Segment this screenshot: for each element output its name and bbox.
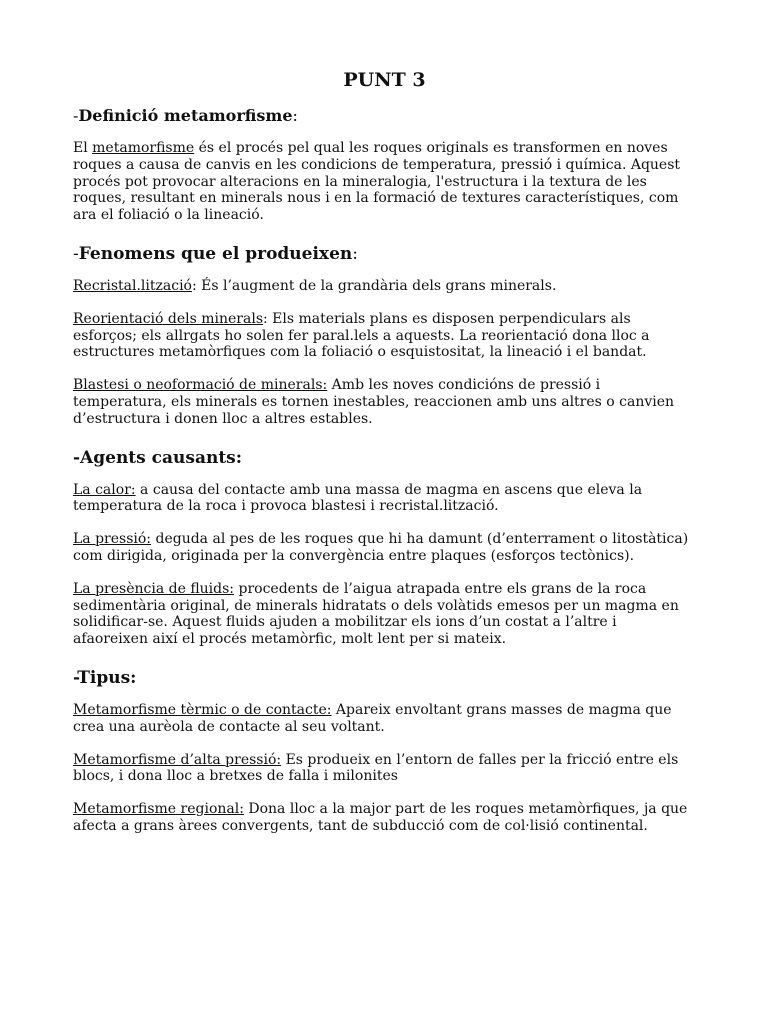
list-item (73, 377, 696, 427)
item-term: La pressió: (73, 531, 152, 548)
item-text: a causa del contacte amb una massa de magma en ascens que eleva la temperatura de la roca i provoca blastesi i recristal.lització. (73, 481, 643, 515)
item-text: Dona lloc a la major part de les roques metamòrfiques, ja que afecta a grans àrees convergents, tant de subducció com de col·lisió continental. (73, 801, 688, 834)
heading-dash: - (73, 243, 79, 264)
paragraph-text: és el procés pel qual les roques originals es transformen en noves roques a causa de canvis en les condicions de temperatura, pressió i química. Aquest procés pot provocar alteracions en la mineralogia, l'estructura i la textura de les roques, resultant en minerals nous i en la formació de textures característiques, com ara el foliació o la lineació. (73, 140, 681, 224)
list-item (73, 311, 696, 361)
heading-text: Definició metamorfisme (78, 106, 293, 125)
heading-text: Fenomens que el produeixen (78, 243, 353, 264)
heading-dash: - (73, 106, 79, 125)
item-term: La presència de fluids: (73, 580, 235, 597)
list-item (73, 531, 696, 565)
section-heading-tipus (73, 668, 696, 688)
item-text: procedents de l’aigua atrapada entre els grans de la roca sedimentària original, de minerals hidratats o dels volàtids emesos per un magma en solidificar-se. Aquest fluids ajuden a mobilitzar els ions d’un costat a l’altre i afaoreixen així el procés metamòrfic, molt lent per si mateix. (73, 580, 679, 648)
section-heading-agents (73, 448, 696, 468)
item-text: Apareix envoltant grans masses de magma que crea una aurèola de contacte al seu voltant. (73, 701, 672, 735)
item-text: : Els materials plans es disposen perpendiculars als esforços; els allrgats ho solen fer paral.lels a aquests. La reorientació dona lloc a estructures metamòrfiques com la foliació o esquistositat, la lineació i el bandat. (73, 310, 650, 361)
item-term: Metamorfisme d’alta pressió: (73, 751, 282, 768)
item-term: Recristal.lització (73, 277, 192, 294)
page-title: PUNT 3 (343, 69, 426, 91)
item-text: Amb les noves condicións de pressió i temperatura, els minerals es tornen inestables, reaccionen amb uns altres o canvien d’estructura i donen lloc a altres estables. (73, 377, 675, 427)
term-metamorfisme: metamorfisme (92, 140, 195, 156)
paragraph-text: El (73, 140, 93, 156)
item-term: Reorientació dels minerals (73, 310, 264, 327)
paragraph-definicio (73, 140, 696, 224)
item-term: Blastesi o neoformació de minerals: (73, 377, 328, 394)
heading-colon: : (292, 106, 298, 125)
list-item (73, 702, 696, 736)
heading-colon: : (352, 243, 358, 264)
heading-text: -Tipus: (73, 667, 137, 688)
item-term: Metamorfisme regional: (73, 801, 244, 818)
list-item (73, 801, 696, 835)
list-item (73, 482, 696, 516)
section-heading-fenomens (73, 244, 696, 264)
list-item (73, 752, 696, 786)
heading-text: -Agents causants: (73, 447, 243, 468)
item-text: deguda al pes de les roques que hi ha damunt (d’enterrament o litostàtica) com dirigida, originada per la convergència entre plaques (esforços tectònics). (73, 531, 689, 564)
section-heading-definicio (73, 106, 696, 126)
list-item (73, 581, 696, 648)
list-item (73, 278, 696, 295)
item-text: : És l’augment de la grandària dels grans minerals. (191, 277, 557, 294)
item-term: Metamorfisme tèrmic o de contacte: (73, 701, 332, 718)
item-term: La calor: (73, 481, 136, 498)
item-text: Es produeix en l’entorn de falles per la fricció entre els blocs, i dona lloc a bretxes de falla i milonites (73, 751, 679, 785)
